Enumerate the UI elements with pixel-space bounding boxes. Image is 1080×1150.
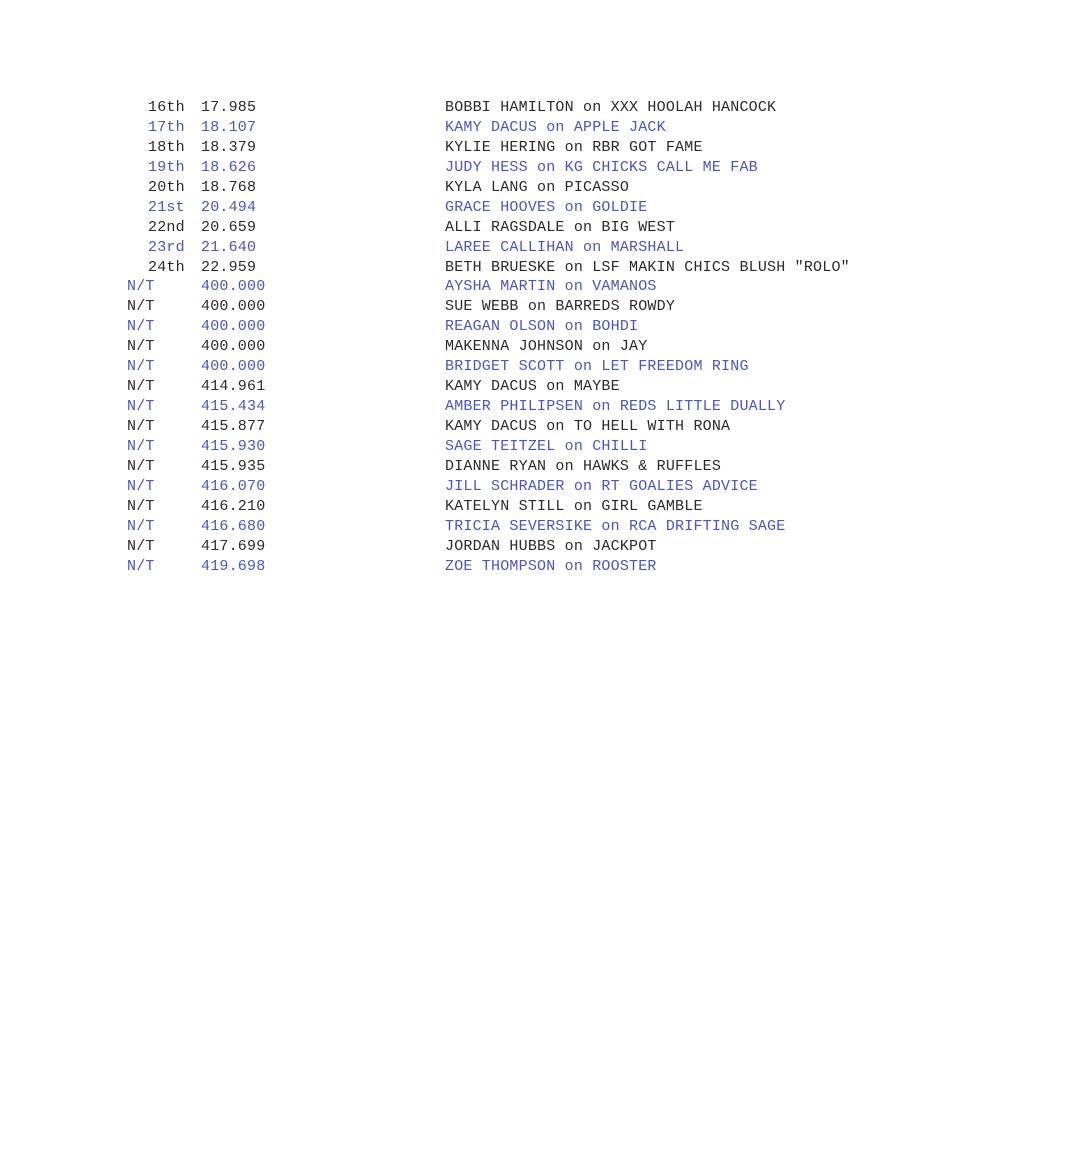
- rider-horse: JUDY HESS on KG CHICKS CALL ME FAB: [445, 158, 758, 176]
- no-time-row: [0, 377, 1080, 397]
- run-time: 400.000: [201, 318, 266, 336]
- no-time-row: [0, 437, 1080, 457]
- rider-horse: JORDAN HUBBS on JACKPOT: [445, 537, 657, 555]
- rider-horse: KAMY DACUS on APPLE JACK: [445, 118, 666, 136]
- no-time-row: [0, 457, 1080, 477]
- rider-horse: AMBER PHILIPSEN on REDS LITTLE DUALLY: [445, 398, 786, 416]
- run-time: 417.699: [201, 537, 266, 555]
- placing: 23rd: [148, 238, 185, 256]
- result-row: [0, 138, 1080, 158]
- rider-horse: TRICIA SEVERSIKE on RCA DRIFTING SAGE: [445, 517, 786, 535]
- no-time-row: [0, 537, 1080, 557]
- run-time: 419.698: [201, 557, 266, 575]
- no-time-label: N/T: [127, 477, 155, 495]
- placed-results: [0, 98, 1080, 277]
- rider-horse: BRIDGET SCOTT on LET FREEDOM RING: [445, 358, 749, 376]
- no-time-label: N/T: [127, 517, 155, 535]
- rider-horse: KAMY DACUS on TO HELL WITH RONA: [445, 418, 731, 435]
- no-time-results: [0, 277, 1080, 576]
- result-row: [0, 158, 1080, 178]
- run-time: 17.985: [201, 99, 257, 116]
- run-time: 18.626: [201, 158, 257, 176]
- rider-horse: ALLI RAGSDALE on BIG WEST: [445, 218, 676, 236]
- placing: 24th: [148, 258, 185, 276]
- no-time-row: [0, 337, 1080, 357]
- rider-horse: ZOE THOMPSON on ROOSTER: [445, 557, 657, 575]
- no-time-label: N/T: [127, 318, 155, 336]
- placing: 16th: [148, 99, 185, 116]
- run-time: 400.000: [201, 358, 266, 376]
- rider-horse: JILL SCHRADER on RT GOALIES ADVICE: [445, 477, 758, 495]
- run-time: 21.640: [201, 238, 257, 256]
- rider-horse: SAGE TEITZEL on CHILLI: [445, 437, 648, 455]
- placing: 19th: [148, 158, 185, 176]
- no-time-row: [0, 397, 1080, 417]
- no-time-label: N/T: [127, 378, 155, 396]
- run-time: 416.210: [201, 497, 266, 515]
- rider-horse: DIANNE RYAN on HAWKS & RUFFLES: [445, 457, 722, 475]
- no-time-row: [0, 357, 1080, 377]
- no-time-label: N/T: [127, 298, 155, 316]
- rider-horse: KATELYN STILL on GIRL GAMBLE: [445, 497, 703, 515]
- run-time: 400.000: [201, 298, 266, 316]
- no-time-row: [0, 297, 1080, 317]
- run-time: 415.434: [201, 398, 266, 416]
- no-time-label: N/T: [127, 358, 155, 376]
- placing: 20th: [148, 178, 185, 196]
- rider-horse: BETH BRUESKE on LSF MAKIN CHICS BLUSH "ROLO": [445, 258, 850, 276]
- result-row: [0, 218, 1080, 238]
- no-time-label: N/T: [127, 278, 155, 296]
- result-row: [0, 198, 1080, 218]
- run-time: 415.935: [201, 457, 266, 475]
- no-time-row: [0, 557, 1080, 577]
- run-time: 18.768: [201, 178, 257, 196]
- run-time: 400.000: [201, 278, 266, 296]
- run-time: 18.379: [201, 138, 257, 156]
- no-time-label: N/T: [127, 557, 155, 575]
- result-row: [0, 238, 1080, 258]
- placing: 22nd: [148, 218, 185, 236]
- rider-horse: SUE WEBB on BARREDS ROWDY: [445, 298, 676, 316]
- no-time-label: N/T: [127, 457, 155, 475]
- run-time: 20.659: [201, 218, 257, 236]
- run-time: 22.959: [201, 258, 257, 276]
- no-time-label: N/T: [127, 398, 155, 416]
- no-time-row: [0, 497, 1080, 517]
- placing: 21st: [148, 198, 185, 216]
- rider-horse: KYLIE HERING on RBR GOT FAME: [445, 138, 703, 156]
- rider-horse: KAMY DACUS on MAYBE: [445, 378, 620, 396]
- no-time-row: [0, 277, 1080, 297]
- run-time: 18.107: [201, 118, 257, 136]
- run-time: 416.680: [201, 517, 266, 535]
- rider-horse: REAGAN OLSON on BOHDI: [445, 318, 639, 336]
- no-time-row: [0, 517, 1080, 537]
- run-time: 416.070: [201, 477, 266, 495]
- no-time-label: N/T: [127, 418, 155, 435]
- result-row: [0, 178, 1080, 198]
- no-time-label: N/T: [127, 338, 155, 356]
- result-row: [0, 258, 1080, 278]
- placing: 17th: [148, 118, 185, 136]
- no-time-row: [0, 417, 1080, 437]
- placing: 18th: [148, 138, 185, 156]
- run-time: 20.494: [201, 198, 257, 216]
- rider-horse: GRACE HOOVES on GOLDIE: [445, 198, 648, 216]
- no-time-label: N/T: [127, 437, 155, 455]
- run-time: 415.930: [201, 437, 266, 455]
- run-time: 400.000: [201, 338, 266, 356]
- no-time-row: [0, 317, 1080, 337]
- results-list: [0, 98, 1080, 577]
- rider-horse: BOBBI HAMILTON on XXX HOOLAH HANCOCK: [445, 99, 777, 116]
- no-time-label: N/T: [127, 497, 155, 515]
- rider-horse: MAKENNA JOHNSON on JAY: [445, 338, 648, 356]
- rider-horse: LAREE CALLIHAN on MARSHALL: [445, 238, 685, 256]
- rider-horse: KYLA LANG on PICASSO: [445, 178, 630, 196]
- no-time-label: N/T: [127, 537, 155, 555]
- run-time: 414.961: [201, 378, 266, 396]
- run-time: 415.877: [201, 418, 266, 435]
- result-row: [0, 118, 1080, 138]
- no-time-row: [0, 477, 1080, 497]
- rider-horse: AYSHA MARTIN on VAMANOS: [445, 278, 657, 296]
- result-row: [0, 98, 1080, 118]
